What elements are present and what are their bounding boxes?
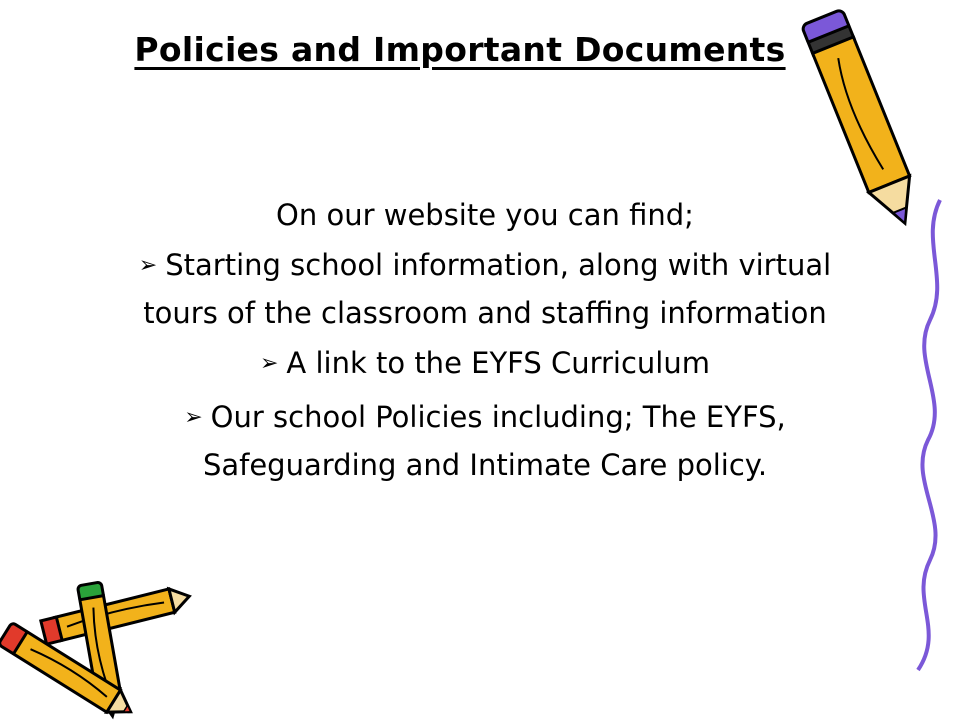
crossed-pencils-icon (0, 575, 200, 720)
pencil-body (813, 37, 910, 193)
intro-text: On our website you can find; (276, 198, 694, 232)
slide-body (100, 193, 870, 493)
arrow-bullet-icon: ➢ (259, 351, 279, 376)
page-title (0, 30, 920, 69)
squiggle-line (918, 200, 940, 670)
page-title-text: Policies and Important Documents (134, 30, 786, 69)
bullet-item (100, 395, 870, 487)
pencil-icon (800, 0, 960, 720)
bullet-item (100, 341, 870, 389)
arrow-bullet-icon: ➢ (138, 253, 158, 278)
bullet-text: Starting school information, along with virtual tours of the classroom and staffing information (143, 248, 832, 330)
bullet-text: Our school Policies including; The EYFS, Safeguarding and Intimate Care policy. (202, 400, 786, 482)
bullet-item (100, 243, 870, 335)
bullet-text: A link to the EYFS Curriculum (286, 346, 710, 380)
arrow-bullet-icon: ➢ (184, 405, 203, 430)
